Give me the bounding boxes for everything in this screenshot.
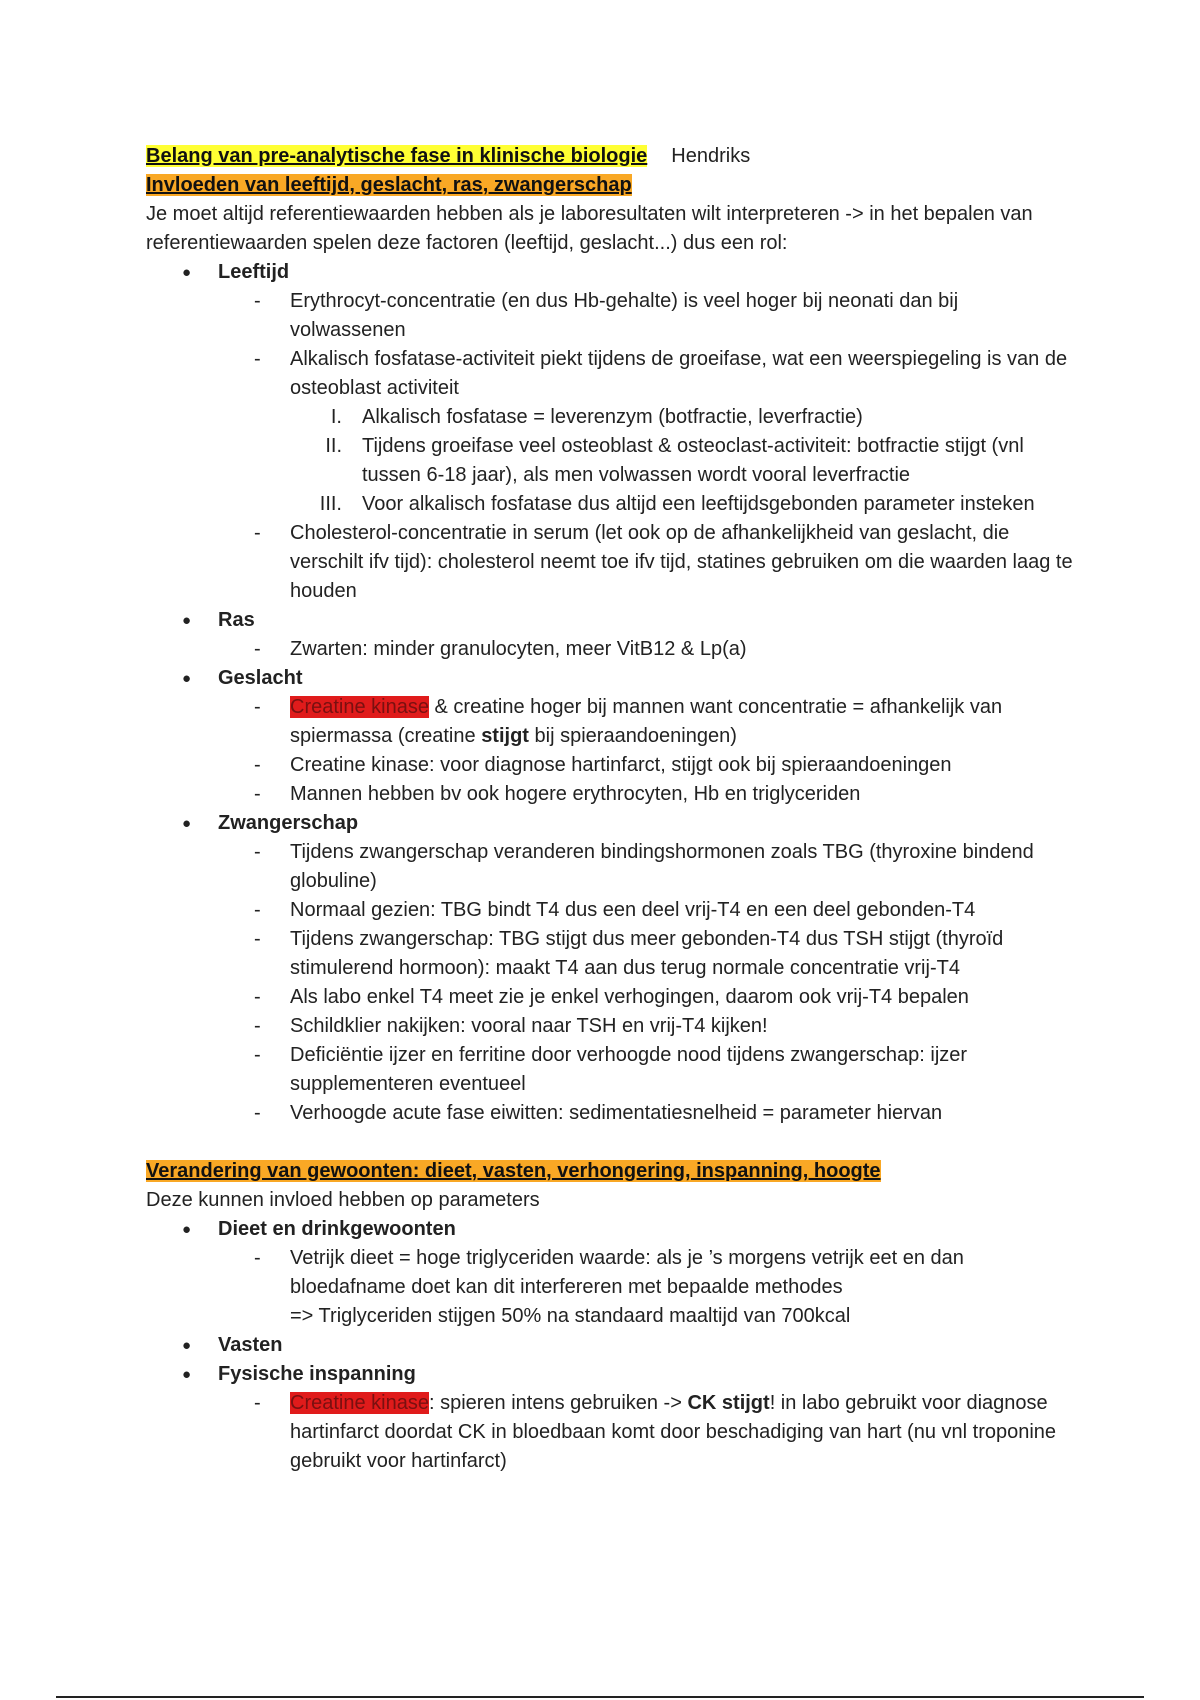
list-item <box>218 780 1076 809</box>
section1-heading: Invloeden van leeftijd, geslacht, ras, zwangerschap <box>146 174 632 196</box>
list-item-text: Zwarten: minder granulocyten, meer VitB12 & Lp(a) <box>290 638 747 660</box>
dash-marker: - <box>254 754 261 776</box>
bullet-vasten <box>146 1331 1076 1360</box>
list-item-text: : spieren intens gebruiken -> <box>428 1392 688 1414</box>
dash-marker: - <box>254 1044 261 1066</box>
highlighted-term: Creatine kinase <box>290 696 429 718</box>
page-bottom-rule <box>56 1696 1144 1698</box>
bullet-label: Fysische inspanning <box>218 1363 416 1385</box>
list-item-text: Als labo enkel T4 meet zie je enkel verhogingen, daarom ook vrij-T4 bepalen <box>290 986 969 1008</box>
author-name: Hendriks <box>671 145 751 167</box>
dash-marker: - <box>254 928 261 950</box>
list-item-text: Alkalisch fosfatase-activiteit piekt tijdens de groeifase, wat een weerspiegeling is van de osteoblast activiteit <box>290 348 1068 399</box>
list-item-text: ! in labo gebruikt voor diagnose hartinfarct doordat CK in bloedbaan komt door beschadiging van hart (nu vnl troponine gebruikt voor hartinfarct) <box>290 1392 1057 1472</box>
dash-marker: - <box>254 290 261 312</box>
dash-marker: - <box>254 986 261 1008</box>
section1-list <box>146 258 1076 1128</box>
list-item-text: bij spieraandoeningen) <box>528 725 737 747</box>
bullet-dieet <box>146 1215 1076 1331</box>
list-item <box>218 925 1076 983</box>
bold-term: CK stijgt <box>687 1392 770 1414</box>
list-item-text: Verhoogde acute fase eiwitten: sedimentatiesnelheid = parameter hiervan <box>290 1102 943 1124</box>
dash-marker: - <box>254 522 261 544</box>
roman-item-text: Tijdens groeifase veel osteoblast & osteoclast-activiteit: botfractie stijgt (vnl tussen 6-18 jaar), als men volwassen wordt vooral leverfractie <box>362 435 1024 486</box>
section2-heading: Verandering van gewoonten: dieet, vasten, verhongering, inspanning, hoogte <box>146 1160 881 1182</box>
dash-marker: - <box>254 841 261 863</box>
geslacht-sublist <box>218 693 1076 809</box>
section2-intro: Deze kunnen invloed hebben op parameters <box>146 1189 540 1211</box>
dash-marker: - <box>254 1102 261 1124</box>
list-item <box>218 693 1076 751</box>
document-page <box>146 142 1076 1476</box>
list-item-text: & creatine hoger bij mannen want concentratie = afhankelijk van spiermassa (creatine <box>290 696 1003 747</box>
title-line <box>146 142 1076 171</box>
list-item <box>218 345 1076 519</box>
list-item-text: Erythrocyt-concentratie (en dus Hb-gehalte) is veel hoger bij neonati dan bij volwassenen <box>290 290 959 341</box>
bullet-label: Ras <box>218 609 255 631</box>
list-item-text: Normaal gezien: TBG bindt T4 dus een deel vrij-T4 en een deel gebonden-T4 <box>290 899 976 921</box>
roman-item <box>290 490 1076 519</box>
bullet-label: Vasten <box>218 1334 283 1356</box>
dash-marker: - <box>254 696 261 718</box>
list-item <box>218 983 1076 1012</box>
dash-marker: - <box>254 1247 261 1269</box>
roman-item <box>290 403 1076 432</box>
section2-heading-line <box>146 1157 1076 1186</box>
list-item-text: Cholesterol-concentratie in serum (let ook op de afhankelijkheid van geslacht, die verschilt ifv tijd): cholesterol neemt toe ifv tijd, statines gebruiken om die waarden laag te houden <box>290 522 1073 602</box>
dash-marker: - <box>254 638 261 660</box>
list-item-text: Tijdens zwangerschap: TBG stijgt dus meer gebonden-T4 dus TSH stijgt (thyroïd stimulerend hormoon): maakt T4 aan dus terug normale concentratie vrij-T4 <box>290 928 1004 979</box>
roman-list <box>290 403 1076 519</box>
document-title: Belang van pre-analytische fase in klinische biologie <box>146 145 648 167</box>
spacer <box>146 1128 1076 1157</box>
list-item-text: Schildklier nakijken: vooral naar TSH en vrij-T4 kijken! <box>290 1015 768 1037</box>
list-item <box>218 896 1076 925</box>
section1-heading-line <box>146 171 1076 200</box>
list-item-text: Creatine kinase: voor diagnose hartinfarct, stijgt ook bij spieraandoeningen <box>290 754 952 776</box>
bullet-ras <box>146 606 1076 664</box>
roman-item <box>290 432 1076 490</box>
bullet-zwangerschap <box>146 809 1076 1128</box>
roman-item-text: Voor alkalisch fosfatase dus altijd een leeftijdsgebonden parameter insteken <box>362 493 1035 515</box>
list-item <box>218 1012 1076 1041</box>
dash-marker: - <box>254 1392 261 1414</box>
list-item-text: Vetrijk dieet = hoge triglyceriden waarde: als je ’s morgens vetrijk eet en dan bloedafname doet kan dit interfereren met bepaalde methodes <box>290 1247 964 1298</box>
dash-marker: - <box>254 1015 261 1037</box>
list-item <box>218 751 1076 780</box>
list-item-text: Deficiëntie ijzer en ferritine door verhoogde nood tijdens zwangerschap: ijzer supplementeren eventueel <box>290 1044 968 1095</box>
inspanning-sublist <box>218 1389 1076 1476</box>
list-item <box>218 287 1076 345</box>
list-item-continuation: => Triglyceriden stijgen 50% na standaard maaltijd van 700kcal <box>290 1305 851 1327</box>
list-item <box>218 838 1076 896</box>
section1-intro: Je moet altijd referentiewaarden hebben als je laboresultaten wilt interpreteren -> in het bepalen van referentiewaarden spelen deze factoren (leeftijd, geslacht...) dus een rol: <box>146 203 1033 254</box>
bullet-label: Geslacht <box>218 667 303 689</box>
list-item <box>218 1041 1076 1099</box>
bullet-label: Dieet en drinkgewoonten <box>218 1218 456 1240</box>
highlighted-term: Creatine kinase <box>290 1392 429 1414</box>
roman-numeral: III. <box>319 493 342 515</box>
bullet-inspanning <box>146 1360 1076 1476</box>
section2-list <box>146 1215 1076 1476</box>
roman-numeral: II. <box>325 435 342 457</box>
dash-marker: - <box>254 783 261 805</box>
list-item <box>218 519 1076 606</box>
bullet-label: Leeftijd <box>218 261 290 283</box>
dash-marker: - <box>254 899 261 921</box>
bullet-label: Zwangerschap <box>218 812 359 834</box>
list-item <box>218 1389 1076 1476</box>
ras-sublist <box>218 635 1076 664</box>
list-item <box>218 1099 1076 1128</box>
leeftijd-sublist <box>218 287 1076 606</box>
zwangerschap-sublist <box>218 838 1076 1128</box>
list-item-text: Tijdens zwangerschap veranderen bindingshormonen zoals TBG (thyroxine bindend globuline) <box>290 841 1034 892</box>
dash-marker: - <box>254 348 261 370</box>
list-item <box>218 1244 1076 1331</box>
roman-numeral: I. <box>330 406 342 428</box>
bullet-geslacht <box>146 664 1076 809</box>
roman-item-text: Alkalisch fosfatase = leverenzym (botfractie, leverfractie) <box>362 406 863 428</box>
list-item <box>218 635 1076 664</box>
dieet-sublist <box>218 1244 1076 1331</box>
bold-term: stijgt <box>481 725 529 747</box>
bullet-leeftijd <box>146 258 1076 606</box>
list-item-text: Mannen hebben bv ook hogere erythrocyten, Hb en triglyceriden <box>290 783 861 805</box>
